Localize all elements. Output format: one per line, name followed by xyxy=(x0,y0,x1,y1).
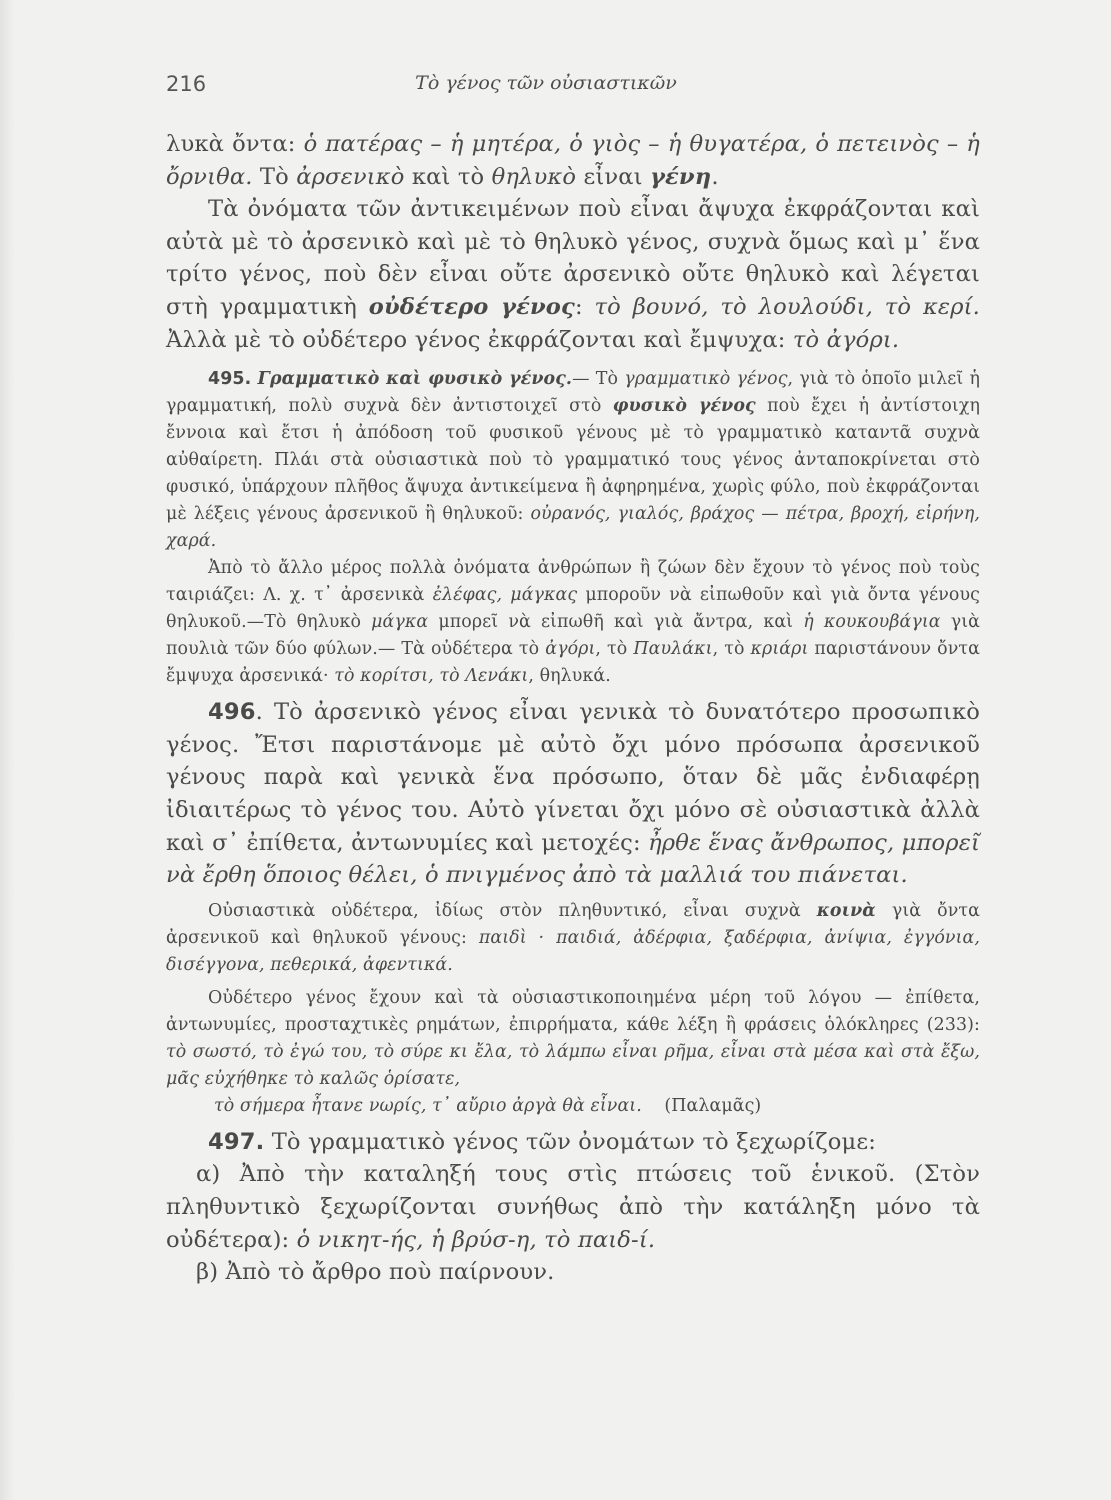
paragraph-neuter-gender: Τὰ ὀνόματα τῶν ἀντικειμένων ποὺ εἶναι ἄψυχα ἐκφράζονται καὶ αὐτὰ μὲ τὸ ἀρσενικὸ καὶ μὲ τὸ θηλυκὸ γένος, συχνὰ ὅμως καὶ μ᾿ ἕνα τρίτο γένος, ποὺ δὲν εἶναι οὔτε ἀρσενικὸ οὔτε θηλυκὸ καὶ λέγεται στὴ γραμματικὴ οὐδέτερο γένος: τὸ βουνό, τὸ λουλούδι, τὸ κερί. Ἀλλὰ μὲ τὸ οὐδέτερο γένος ἐκφράζονται καὶ ἔμψυχα: τὸ ἀγόρι. xyxy=(166,196,980,353)
section-number: 497. xyxy=(208,1128,265,1155)
section-title: Γραμματικὸ καὶ φυσικὸ γένος. xyxy=(257,369,573,390)
section-number: 495. xyxy=(208,369,252,390)
page-body xyxy=(166,128,980,1289)
section-number: 496 xyxy=(208,699,256,726)
page-number: 216 xyxy=(166,72,207,96)
section-496-paragraph-2: Οὐσιαστικὰ οὐδέτερα, ἰδίως στὸν πληθυντικό, εἶναι συχνὰ κοινὰ γιὰ ὄντα ἀρσενικοῦ καὶ θηλυκοῦ γένους: παιδὶ · παιδιά, ἀδέρφια, ξαδέρφια, ἀνίψια, ἐγγόνια, δισέγγονα, πεθερικά, ἀφεντικά. xyxy=(166,900,980,975)
paragraph-continuation: λυκὰ ὄντα: ὁ πατέρας – ἡ μητέρα, ὁ γιὸς – ἡ θυγατέρα, ὁ πετεινὸς – ἡ ὄρνιθα. Τὸ ἀρσενικὸ καὶ τὸ θηλυκὸ εἶναι γένη. xyxy=(166,131,980,190)
running-title: Τὸ γένος τῶν οὐσιαστικῶν xyxy=(415,72,677,94)
quote-attribution: (Παλαμᾶς) xyxy=(664,1095,762,1116)
section-497-item-alpha: α) Ἀπὸ τὴν καταληξή τους στὶς πτώσεις τοῦ ἑνικοῦ. (Στὸν πληθυντικὸ ξεχωρίζονται συνήθως ἀπὸ τὴν κατάληξη μόνο τὰ οὐδέτερα): ὁ νικητ-ής, ἡ βρύσ-η, τὸ παιδ-ί. xyxy=(166,1161,980,1253)
section-497-item-beta: β) Ἀπὸ τὸ ἄρθρο ποὺ παίρνουν. xyxy=(196,1259,555,1286)
section-496-paragraph-3: Οὐδέτερο γένος ἔχουν καὶ τὰ οὐσιαστικοποιημένα μέρη τοῦ λόγου — ἐπίθετα, ἀντωνυμίες, προσταχτικὲς ρημάτων, ἐπιρρήματα, κάθε λέξη ἢ φράσεις ὁλόκληρες (233): τὸ σωστό, τὸ ἐγώ του, τὸ σύρε κι ἔλα, τὸ λάμπω εἶναι ρῆμα, εἶναι στὰ μέσα καὶ στὰ ἔξω, μᾶς εὐχήθηκε τὸ καλῶς ὁρίσατε, xyxy=(166,987,980,1089)
section-495: 495. Γραμματικὸ καὶ φυσικὸ γένος.— Τὸ γραμματικὸ γένος, γιὰ τὸ ὁποῖο μιλεῖ ἡ γραμματική, πολὺ συχνὰ δὲν ἀντιστοιχεῖ στὸ φυσικὸ γένος ποὺ ἔχει ἡ ἀντίστοιχη ἔννοια καὶ ἔτσι ἡ ἀπόδοση τοῦ φυσικοῦ γένους μὲ τὸ γραμματικὸ καταντᾶ συχνὰ αὐθαίρετη. Πλάι στὰ οὐσιαστικὰ ποὺ τὸ γραμματικό τους γένος ἀνταποκρίνεται στὸ φυσικό, ὑπάρχουν πλῆθος ἄψυχα ἀντικείμενα ἢ ἀφηρημένα, χωρὶς φύλο, ποὺ ἐκφράζονται μὲ λέξεις γένους ἀρσενικοῦ ἢ θηλυκοῦ: οὐρανός, γιαλός, βράχος — πέτρα, βροχή, εἰρήνη, χαρά. xyxy=(166,369,980,552)
section-497: 497. Τὸ γραμματικὸ γένος τῶν ὀνομάτων τὸ ξεχωρίζομε: xyxy=(208,1128,877,1155)
verse-quote: τὸ σήμερα ἦτανε νωρίς, τ᾿ αὔριο ἀργὰ θὰ εἶναι. (Παλαμᾶς) xyxy=(214,1095,762,1116)
page-header xyxy=(166,70,976,100)
section-496: 496. Τὸ ἀρσενικὸ γένος εἶναι γενικὰ τὸ δυνατότερο προσωπικὸ γένος. Ἔτσι παριστάνομε μὲ αὐτὸ ὄχι μόνο πρόσωπα ἀρσενικοῦ γένους παρὰ καὶ γενικὰ ἕνα πρόσωπο, ὅταν δὲ μᾶς ἐνδιαφέρῃ ἰδιαιτέρως τὸ γένος του. Αὐτὸ γίνεται ὄχι μόνο σὲ οὐσιαστικὰ ἀλλὰ καὶ σ᾿ ἐπίθετα, ἀντωνυμίες καὶ μετοχές: ἦρθε ἕνας ἄνθρωπος, μπορεῖ νὰ ἔρθη ὅποιος θέλει, ὁ πνιγμένος ἀπὸ τὰ μαλλιά του πιάνεται. xyxy=(166,699,980,889)
section-495-paragraph-2: Ἀπὸ τὸ ἄλλο μέρος πολλὰ ὀνόματα ἀνθρώπων ἢ ζώων δὲν ἔχουν τὸ γένος ποὺ τοὺς ταιριάζει: Λ. χ. τ᾿ ἀρσενικὰ ἐλέφας, μάγκας μποροῦν νὰ εἰπωθοῦν καὶ γιὰ ὄντα γένους θηλυκοῦ.—Τὸ θηλυκὸ μάγκα μπορεῖ νὰ εἰπωθῆ καὶ γιὰ ἄντρα, καὶ ἡ κουκουβάγια γιὰ πουλιὰ τῶν δύο φύλων.— Τὰ οὐδέτερα τὸ ἀγόρι, τὸ Παυλάκι, τὸ κριάρι παριστάνουν ὄντα ἔμψυχα ἀρσενικά· τὸ κορίτσι, τὸ Λενάκι, θηλυκά. xyxy=(166,558,980,687)
term-neuter-gender: οὐδέτερο γένος xyxy=(368,293,575,320)
book-spine-shadow xyxy=(0,0,16,1500)
